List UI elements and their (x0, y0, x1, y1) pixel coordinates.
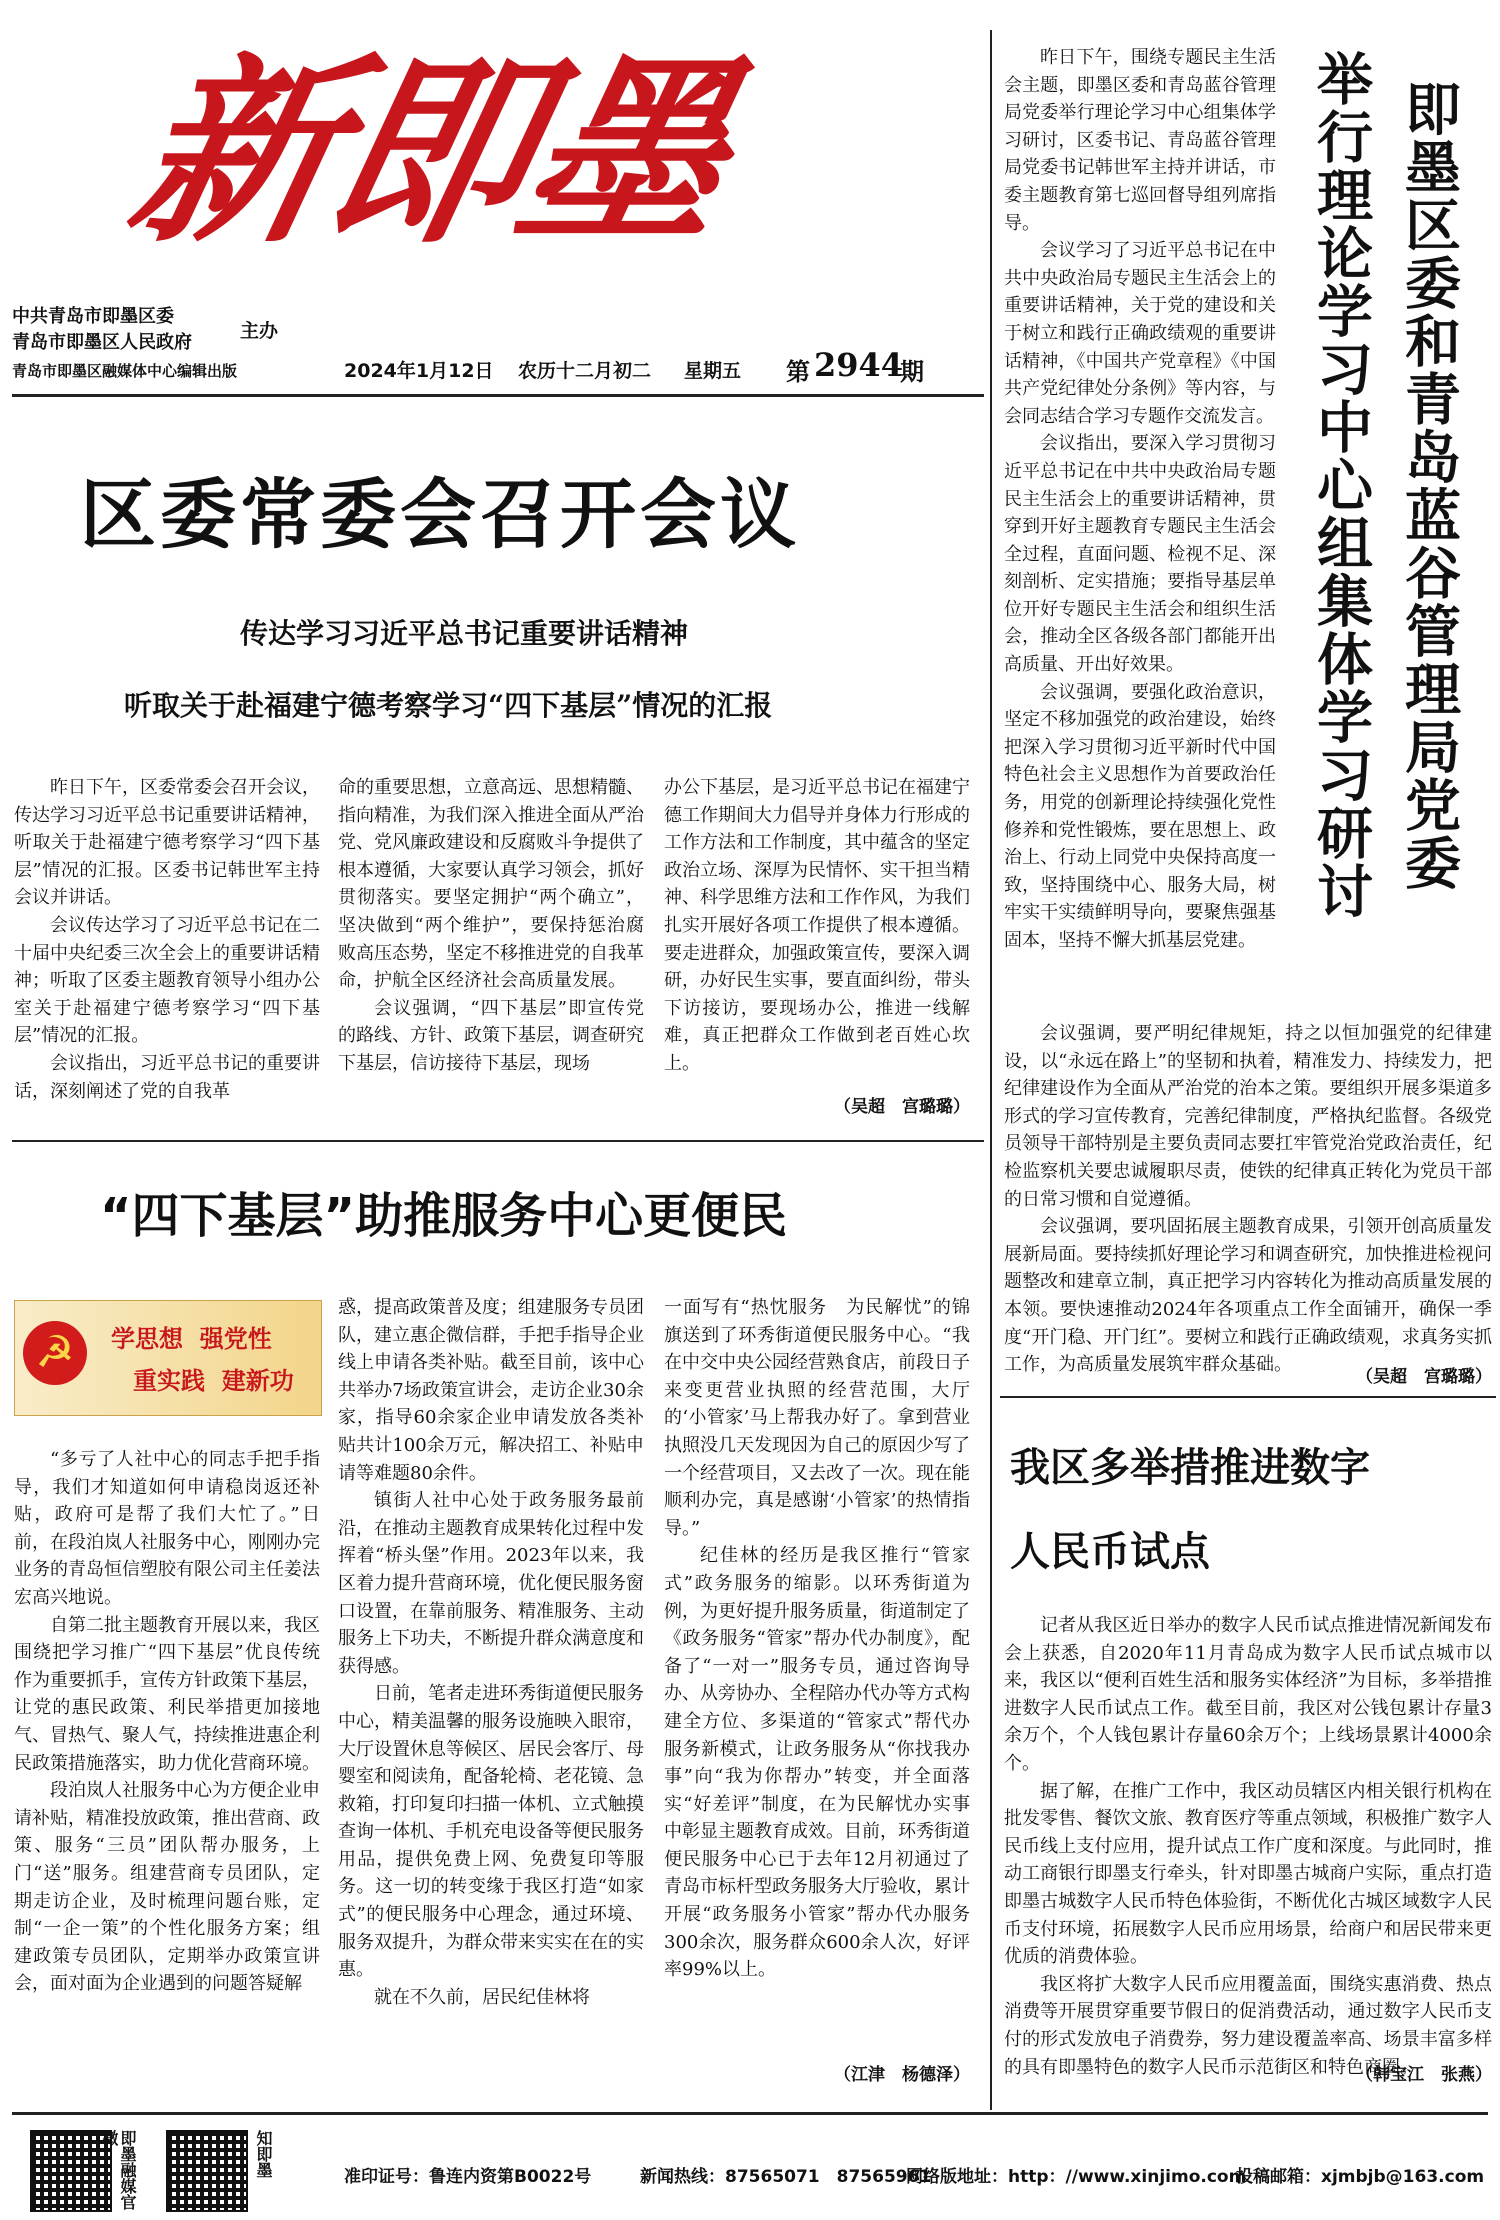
paragraph: 据了解，在推广工作中，我区动员辖区内相关银行机构在批发零售、餐饮文旅、教育医疗等重点领域，积极推广数字人民币线上支付应用，提升试点工作广度和深度。与此同时，推动工商银行即墨支行牵头，针对即墨古城商户实际，重点打造即墨古城数字人民币特色体验街，不断优化古城区域数字人民币支付环境，拓展数字人民币应用场景，给商户和居民带来更优质的消费体验。 (1004, 1780, 1492, 1968)
banner-line1: 学思想 强党性 (111, 1325, 272, 1353)
article4-title-line2: 人民币试点 (1010, 1529, 1210, 1575)
article1-byline: （吴超 宫璐璐） (834, 1097, 970, 1117)
publisher-block (12, 302, 332, 382)
paragraph: 会议指出，要深入学习贯彻习近平总书记在中共中央政治局专题民主生活会上的重要讲话精神，贯穿到开好主题教育专题民主生活会全过程，直面问题、检视不足、深刻剖析、定实措施；要指导基层单位开好专题民主生活会和组织生活会，推动全区各级各部门都能开出高质量、开出好效果。 (1004, 433, 1276, 676)
article1-divider (12, 1140, 984, 1142)
issue-suffix: 期 (900, 358, 924, 386)
article2-byline: （江津 杨德泽） (834, 2065, 970, 2085)
article4-byline: （韩宝江 张燕） (1356, 2065, 1492, 2085)
article3-divider (1000, 1396, 1496, 1398)
paragraph: 会议强调，“四下基层”即宣传党的路线、方针、政策下基层，调查研究下基层，信访接待下基层，现场 (338, 997, 644, 1074)
hammer-sickle-icon: ☭ (23, 1321, 87, 1385)
article1-subtitle1: 传达学习习近平总书记重要讲话精神 (240, 617, 689, 650)
paragraph: 会议强调，要严明纪律规矩，持之以恒加强党的纪律建设，以“永远在路上”的坚韧和执着，精准发力、持续发力，把纪律建设作为全面从严治党的治本之策。要组织开展多渠道多形式的学习宣传教育，完善纪律制度，严格执纪监督。各级党员领导干部特别是主要负责同志要扛牢管党治党政治责任，纪检监察机关要忠诚履职尽责，使铁的纪律真正转化为党员干部的日常习惯和自觉遵循。 (1004, 1023, 1492, 1210)
paragraph: 昨日下午，围绕专题民主生活会主题，即墨区委和青岛蓝谷管理局党委举行理论学习中心组集体学习研讨，区委书记、青岛蓝谷管理局党委书记韩世军主持并讲话，市委主题教育第七巡回督导组列席指导。 (1004, 47, 1276, 234)
article3-byline: （吴超 宫璐璐） (1356, 1367, 1492, 1387)
masthead-logo: 新即墨 (113, 35, 746, 270)
paragraph: 自第二批主题教育开展以来，我区围绕把学习推广“四下基层”优良传统作为重要抓手，宣传方针政策下基层，让党的惠民政策、利民举措更加接地气、冒热气、聚人气，持续推进惠企利民政策措施落实，助力优化营商环境。 (14, 1614, 320, 1774)
footer-email: 投稿邮箱：xjmbjb@163.com (1236, 2167, 1485, 2187)
paragraph: 会议指出，习近平总书记的重要讲话，深刻阐述了党的自我革 (14, 1052, 320, 1102)
issue-number: 2944 (814, 346, 904, 384)
qr2-label: 知即墨 (254, 2130, 273, 2178)
article2-col3 (664, 1294, 970, 2050)
editor-line: 青岛市即墨区融媒体中心编辑出版 (12, 362, 238, 380)
masthead-divider (12, 394, 984, 397)
publisher-role: 主办 (240, 320, 279, 342)
article1-col1 (14, 774, 320, 1122)
column-divider (990, 30, 992, 2110)
article1-subtitle2: 听取关于赴福建宁德考察学习“四下基层”情况的汇报 (124, 689, 773, 722)
paragraph: 我区将扩大数字人民币应用覆盖面，围绕实惠消费、热点消费等开展贯穿重要节假日的促消费活动，通过数字人民币支付的形式发放电子消费券，努力建设覆盖率高、场景丰富多样的具有即墨特色的数字人民币示范街区和特色商圈。 (1004, 1973, 1492, 2078)
paragraph: 段泊岚人社服务中心为方便企业申请补贴，精准投放政策，推出营商、政策、服务“三员”团队帮办服务，上门“送”服务。组建营商专员团队，定期走访企业，及时梳理问题台账，定制“一企一策”的个性化服务方案；组建政策专员团队，定期举办政策宣讲会，面对面为企业遇到的问题答疑解 (14, 1780, 320, 1995)
article2-banner (14, 1300, 322, 1416)
article2-title: “四下基层”助推服务中心更便民 (100, 1188, 788, 1244)
weekday: 星期五 (684, 360, 742, 382)
article1-col2 (338, 774, 644, 1122)
paragraph: 日前，笔者走进环秀街道便民服务中心，精美温馨的服务设施映入眼帘，大厅设置休息等候区、居民会客厅、母婴室和阅读角，配备轮椅、老花镜、急救箱，打印复印扫描一体机、立式触摸查询一体机、手机充电设备等便民服务用品，提供免费上网、免费复印等服务。这一切的转变缘于我区打造“如家式”的便民服务中心理念，通过环境、服务双提升，为群众带来实实在在的实惠。 (338, 1683, 644, 1981)
publisher-line1: 中共青岛市即墨区委 (12, 306, 174, 327)
issue-date: 2024年1月12日 (344, 360, 494, 382)
issue-prefix: 第 (786, 358, 810, 386)
footer-license: 准印证号：鲁连内资第B0022号 (344, 2167, 592, 2187)
article2-col1 (14, 1446, 320, 2086)
paragraph: 一面写有“热忱服务 为民解忧”的锦旗送到了环秀街道便民服务中心。“我在中交中央公园经营熟食店，前段日子来变更营业执照的经营范围，大厅的‘小管家’马上帮我办好了。拿到营业执照没几天发现因为自己的原因少写了一个经营项目，又去改了一次。现在能顺利办完，真是感谢‘小管家’的热情指导。” (664, 1297, 970, 1539)
paragraph: 纪佳林的经历是我区推行“管家式”政务服务的缩影。以环秀街道为例，为更好提升服务质量，街道制定了《政务服务“管家”帮办代办制度》，配备了“一对一”服务专员，通过咨询导办、从旁协办、全程陪办代办等方式构建全方位、多渠道的“管家式”帮代办服务新模式，让政务服务从“你找我办事”向“我为你帮办”转变，并全面落实“好差评”制度，在为民解忧办实事中彰显主题教育成效。目前，环秀街道便民服务中心已于去年12月初通过了青岛市标杆型政务服务大厅验收，累计开展“政务服务小管家”帮办代办服务300余次，服务群众600余人次，好评率99%以上。 (664, 1545, 970, 1981)
article4-title-line1: 我区多举措推进数字 (1010, 1445, 1370, 1491)
footer-website: 网络版地址：http：//www.xinjimo.com (906, 2167, 1247, 2187)
date-line (344, 346, 984, 386)
qr-code-icon (166, 2130, 248, 2212)
paragraph: 会议强调，要强化政治意识，坚定不移加强党的政治建设，始终把深入学习贯彻习近平新时代中国特色社会主义思想作为首要政治任务，用党的创新理论持续强化党性修养和党性锻炼，要在思想上、政治上、行动上同党中央保持高度一致，坚持围绕中心、服务大局，树牢实干实绩鲜明导向，要聚焦强基固本，坚持不懈大抓基层党建。 (1004, 681, 1276, 951)
article2-col2 (338, 1294, 644, 2086)
paragraph: 记者从我区近日举办的数字人民币试点推进情况新闻发布会上获悉，自2020年11月青岛成为数字人民币试点城市以来，我区以“便利百姓生活和服务实体经济”为目标，多举措推进数字人民币试点工作。截至目前，我区对公钱包累计存量3余万个，个人钱包累计存量60余万个；上线场景累计4000余个。 (1004, 1615, 1492, 1774)
article3-title-col1: 即墨区委和青岛蓝谷管理局党委 (1396, 80, 1461, 892)
paragraph: 办公下基层，是习近平总书记在福建宁德工作期间大力倡导并身体力行形成的工作方法和工作制度，其中蕴含的坚定政治立场、深厚为民情怀、实干担当精神、科学思维方法和工作作风，为我们扎实开展好各项工作提供了根本遵循。要走进群众，加强政策宣传，要深入调研，办好民生实事，要直面纠纷，带头下访接访，要现场办公，推进一线解难，真正把群众工作做到老百姓心坎上。 (664, 777, 970, 1074)
lunar-date: 农历十二月初二 (518, 360, 652, 382)
paragraph: 会议学习了习近平总书记在中共中央政治局专题民主生活会上的重要讲话精神，关于党的建设和关于树立和践行正确政绩观的重要讲话精神，《中国共产党章程》《中国共产党纪律处分条例》等内容，与会同志结合学习专题作交流发言。 (1004, 240, 1276, 427)
publisher-line2: 青岛市即墨区人民政府 (12, 332, 192, 353)
footer-hotline: 新闻热线：87565071 87565961 (640, 2167, 932, 2187)
banner-line2: 重实践 建新功 (133, 1367, 294, 1395)
footer-rule (12, 2112, 1488, 2115)
paragraph: 会议强调，要巩固拓展主题教育成果，引领开创高质量发展新局面。要持续抓好理论学习和调查研究，加快推进检视问题整改和建章立制，真正把学习内容转化为推动高质量发展的本领。要快速推动2024年各项重点工作全面铺开，确保一季度“开门稳、开门红”。要树立和践行正确政绩观，求真务实抓工作，为高质量发展筑牢群众基础。 (1004, 1216, 1492, 1376)
paragraph: 镇街人社中心处于政务服务最前沿，在推动主题教育成果转化过程中发挥着“桥头堡”作用。2023年以来，我区着力提升营商环境，优化便民服务窗口设置，在靠前服务、精准服务、主动服务上下功夫，不断提升群众满意度和获得感。 (338, 1490, 644, 1677)
article3-wide (1004, 1020, 1492, 1376)
paragraph: 命的重要思想，立意高远、思想精髓、指向精准，为我们深入推进全面从严治党、党风廉政建设和反腐败斗争提供了根本遵循，大家要认真学习领会，抓好贯彻落实。要坚定拥护“两个确立”，坚决做到“两个维护”，要保持惩治腐败高压态势，坚定不移推进党的自我革命，护航全区经济社会高质量发展。 (338, 777, 644, 992)
paragraph: 就在不久前，居民纪佳林将 (374, 1986, 590, 2008)
paragraph: “多亏了人社中心的同志手把手指导，我们才知道如何申请稳岗返还补贴，政府可是帮了我们大忙了。”日前，在段泊岚人社服务中心，刚刚办完业务的青岛恒信塑胶有限公司主任姜法宏高兴地说。 (14, 1449, 320, 1608)
paragraph: 惑，提高政策普及度；组建服务专员团队，建立惠企微信群，手把手指导企业线上申请各类补贴。截至目前，该中心共举办7场政策宣讲会，走访企业30余家，指导60余家企业申请发放各类补贴共计100余万元，解决招工、补贴申请等难题80余件。 (338, 1297, 644, 1484)
article1-title: 区委常委会召开会议 (80, 470, 800, 559)
paragraph: 会议传达学习了习近平总书记在二十届中央纪委三次全会上的重要讲话精神；听取了区委主题教育领导小组办公室关于赴福建宁德考察学习“四下基层”情况的汇报。 (14, 914, 320, 1047)
paragraph: 昨日下午，区委常委会召开会议，传达学习习近平总书记重要讲话精神，听取关于赴福建宁德考察学习“四下基层”情况的汇报。区委书记韩世军主持会议并讲话。 (14, 777, 320, 909)
article3-narrow (1004, 44, 1276, 1046)
qr1-label: 即墨融媒官微 (100, 2130, 137, 2210)
article3-title-col2: 举行理论学习中心组集体学习研讨 (1308, 50, 1373, 920)
article1-col3 (664, 774, 970, 1074)
